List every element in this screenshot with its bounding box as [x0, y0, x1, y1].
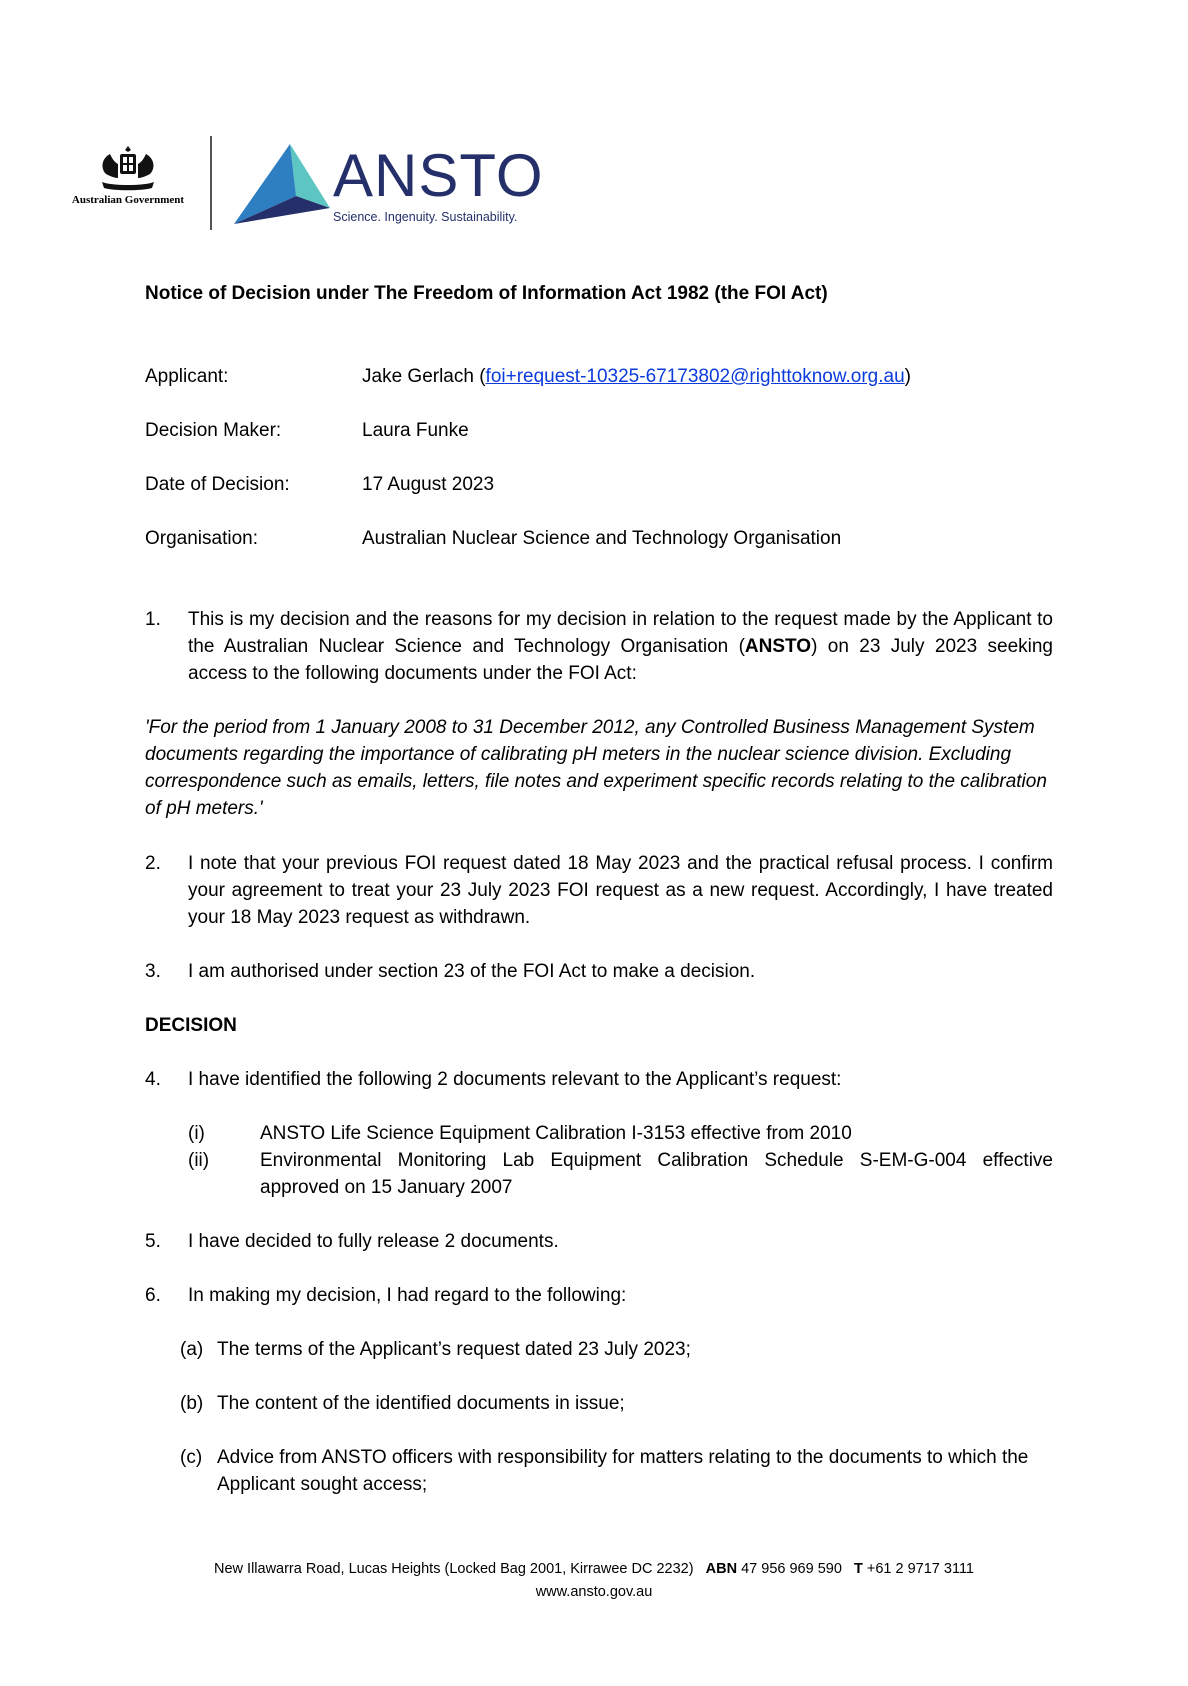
paragraph-5: I have decided to fully release 2 documents. — [188, 1231, 559, 1252]
applicant-email-link[interactable]: foi+request-10325-67173802@righttoknow.org.au — [485, 366, 905, 387]
decision-date-value: 17 August 2023 — [362, 474, 495, 495]
consideration-number-a: (a) — [180, 1339, 204, 1360]
paragraph-6: In making my decision, I had regard to the following: — [188, 1285, 627, 1306]
logo-divider — [210, 136, 212, 230]
ansto-wordmark: ANSTO — [333, 142, 544, 209]
request-quote: 'For the period from 1 January 2008 to 31 December 2012, any Controlled Business Management System documents regarding the importance of calibrating pH meters in the nuclear science division. Excluding correspondence such as emails, letters, file notes and experiment specific records relating to the calibration of pH meters.' — [145, 717, 1047, 819]
paragraph-2: I note that your previous FOI request dated 18 May 2023 and the practical refusal process. I confirm your agreement to treat your 23 July 2023 FOI request as a new request. Accordingly, I have treated your 18 May 2023 request as withdrawn. — [188, 853, 1053, 928]
footer-contact-line: New Illawarra Road, Lucas Heights (Locked Bag 2001, Kirrawee DC 2232) ABN 47 956 969 590 T +61 2 9717 3111 — [214, 1561, 974, 1577]
document-item: ANSTO Life Science Equipment Calibration I-3153 effective from 2010 — [260, 1123, 852, 1144]
document-title: Notice of Decision under The Freedom of Information Act 1982 (the FOI Act) — [145, 283, 828, 304]
paragraph-4: I have identified the following 2 documents relevant to the Applicant’s request: — [188, 1069, 842, 1090]
paragraph-3: I am authorised under section 23 of the FOI Act to make a decision. — [188, 961, 756, 982]
consideration-item: Advice from ANSTO officers with responsibility for matters relating to the documents to which the Applicant sought access; — [217, 1447, 1029, 1495]
decision-heading: DECISION — [145, 1015, 237, 1036]
consideration-item: The terms of the Applicant’s request dated 23 July 2023; — [217, 1339, 691, 1360]
paragraph-number-6: 6. — [145, 1285, 161, 1306]
document-item: Environmental Monitoring Lab Equipment Calibration Schedule S-EM-G-004 effective approved on 15 January 2007 — [260, 1150, 1053, 1198]
organisation-value: Australian Nuclear Science and Technology Organisation — [362, 528, 842, 549]
paragraph-1: This is my decision and the reasons for my decision in relation to the request made by the Applicant to the Australian Nuclear Science and Technology Organisation (ANSTO) on 23 July 2023 seeking access to the following documents under the FOI Act: — [188, 609, 1053, 684]
decision-date-label: Date of Decision: — [145, 474, 290, 495]
coat-of-arms-icon — [96, 144, 160, 192]
consideration-number-b: (b) — [180, 1393, 204, 1414]
footer-website: www.ansto.gov.au — [535, 1584, 653, 1600]
applicant-value: Jake Gerlach (foi+request-10325-67173802@righttoknow.org.au) — [362, 366, 911, 387]
ansto-tagline: Science. Ingenuity. Sustainability. — [333, 210, 518, 224]
consideration-number-c: (c) — [180, 1447, 203, 1468]
government-label: Australian Government — [71, 194, 185, 206]
ansto-triangle-icon — [234, 144, 330, 226]
australian-government-crest — [68, 144, 188, 214]
paragraph-number-2: 2. — [145, 853, 161, 874]
paragraph-number-1: 1. — [145, 609, 161, 630]
paragraph-number-3: 3. — [145, 961, 161, 982]
applicant-label: Applicant: — [145, 366, 229, 387]
decision-maker-value: Laura Funke — [362, 420, 469, 441]
document-number-ii: (ii) — [188, 1150, 210, 1171]
paragraph-number-4: 4. — [145, 1069, 161, 1090]
document-number-i: (i) — [188, 1123, 205, 1144]
decision-maker-label: Decision Maker: — [145, 420, 282, 441]
ansto-logo-mark — [234, 144, 330, 232]
organisation-label: Organisation: — [145, 528, 259, 549]
paragraph-number-5: 5. — [145, 1231, 161, 1252]
consideration-item: The content of the identified documents in issue; — [217, 1393, 625, 1414]
